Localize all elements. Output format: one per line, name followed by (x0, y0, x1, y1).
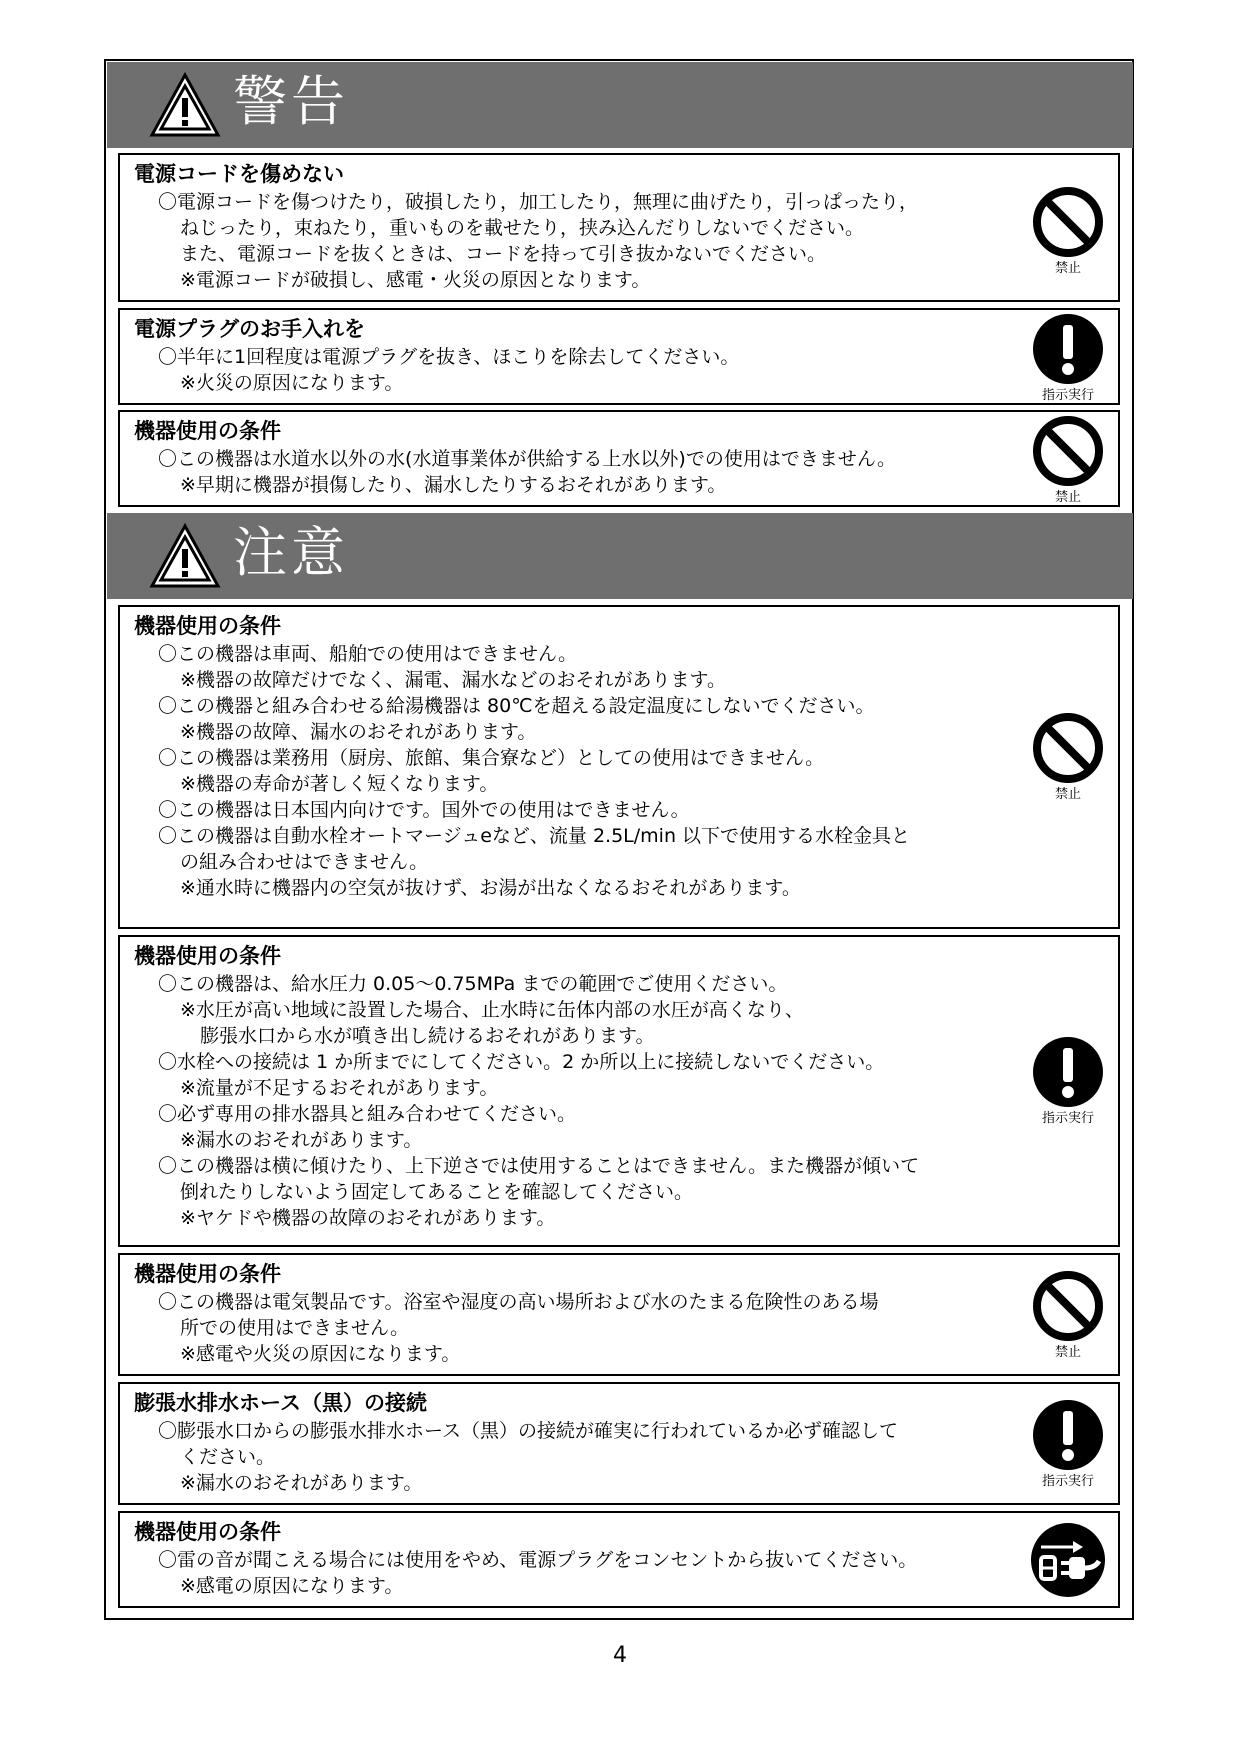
exclamation-icon (1031, 1035, 1105, 1109)
item-line: ※水圧が高い地域に設置した場合、止水時に缶体内部の水圧が高くなり、 (180, 999, 804, 1021)
instruction-label: 指示実行 (1041, 1474, 1094, 1489)
caution-item-water-pressure (118, 935, 1120, 1247)
item-line: 〇この機器は水道水以外の水(水道事業体が供給する上水以外)での使用はできません。 (158, 448, 896, 470)
instruction-sign (1028, 1398, 1108, 1490)
item-line: 〇必ず専用の排水器具と組み合わせてください。 (158, 1103, 577, 1125)
item-line: ※機器の寿命が著しく短くなります。 (180, 773, 499, 795)
item-line: ※火災の原因になります。 (180, 372, 404, 394)
caution-item-usage-conditions (118, 605, 1120, 929)
item-line: 〇膨張水口からの膨張水排水ホース（黒）の接続が確実に行われているか必ず確認して (158, 1420, 899, 1442)
item-line: 〇この機器は日本国内向けです。国外での使用はできません。 (158, 799, 690, 821)
item-heading: 機器使用の条件 (134, 419, 281, 443)
warning-item-power-cord (118, 153, 1120, 302)
prohibited-sign (1028, 414, 1108, 506)
item-line: 〇この機器と組み合わせる給湯機器は 80℃を超える設定温度にしないでください。 (158, 695, 875, 717)
item-line: ※流量が不足するおそれがあります。 (180, 1077, 499, 1099)
page-number: 4 (613, 1643, 627, 1668)
instruction-label: 指示実行 (1041, 1111, 1094, 1126)
item-line: ※通水時に機器内の空気が抜けず、お湯が出なくなるおそれがあります。 (180, 877, 801, 899)
item-line: ※感電や火災の原因になります。 (180, 1343, 461, 1365)
caution-banner (107, 513, 1133, 599)
item-line: 〇この機器は横に傾けたり、上下逆さでは使用することはできません。また機器が傾いて (158, 1155, 920, 1177)
item-line: 〇水栓への接続は 1 か所までにしてください。2 か所以上に接続しないでください。 (158, 1051, 885, 1073)
caution-title: 注意 (233, 521, 349, 584)
warning-banner (107, 62, 1133, 148)
item-line: ください。 (180, 1446, 276, 1468)
caution-item-electrical (118, 1253, 1120, 1376)
instruction-label: 指示実行 (1041, 388, 1094, 403)
prohibited-label: 禁止 (1054, 1345, 1081, 1360)
warning-triangle-icon (149, 72, 221, 138)
item-line: 〇この機器は業務用（厨房、旅館、集合寮など）としての使用はできません。 (158, 747, 825, 769)
prohibited-icon (1031, 185, 1105, 259)
item-line: 〇雷の音が聞こえる場合には使用をやめ、電源プラグをコンセントから抜いてください。 (158, 1549, 918, 1571)
item-line: 倒れたりしないよう固定してあることを確認してください。 (180, 1181, 694, 1203)
caution-item-lightning (118, 1511, 1120, 1608)
instruction-sign (1028, 1035, 1108, 1127)
item-heading: 電源プラグのお手入れを (134, 317, 365, 341)
item-line: 〇この機器は、給水圧力 0.05～0.75MPa までの範囲でご使用ください。 (158, 973, 788, 995)
item-line: 膨張水口から水が噴き出し続けるおそれがあります。 (200, 1025, 655, 1047)
item-heading: 膨張水排水ホース（黒）の接続 (134, 1391, 427, 1415)
item-line: ※機器の故障、漏水のおそれがあります。 (180, 721, 537, 743)
item-line: 〇この機器は自動水栓オートマージュeなど、流量 2.5L/min 以下で使用する水栓金具と (158, 825, 911, 847)
prohibited-sign (1028, 711, 1108, 803)
caution-triangle-icon (149, 523, 221, 589)
item-line: ※機器の故障だけでなく、漏電、漏水などのおそれがあります。 (180, 669, 727, 691)
safety-page-frame (104, 59, 1134, 1620)
exclamation-icon (1031, 1398, 1105, 1472)
prohibited-label: 禁止 (1054, 490, 1081, 505)
item-line: また、電源コードを抜くときは、コードを持って引き抜かないでください。 (180, 243, 827, 265)
prohibited-icon (1031, 711, 1105, 785)
item-line: の組み合わせはできません。 (180, 851, 429, 873)
item-line: ※漏水のおそれがあります。 (180, 1472, 423, 1494)
unplug-icon (1029, 1521, 1107, 1599)
item-line: 〇電源コードを傷つけたり，破損したり，加工したり，無理に曲げたり，引っぱったり， (158, 191, 919, 213)
prohibited-icon (1031, 414, 1105, 488)
item-line: 所での使用はできません。 (180, 1317, 410, 1339)
prohibited-sign (1028, 185, 1108, 277)
prohibited-icon (1031, 1269, 1105, 1343)
caution-item-drain-hose (118, 1382, 1120, 1505)
item-line: 〇この機器は電気製品です。浴室や湿度の高い場所および水のたまる危険性のある場 (158, 1291, 879, 1313)
item-line: ※電源コードが破損し、感電・火災の原因となります。 (180, 269, 651, 291)
item-heading: 機器使用の条件 (134, 614, 281, 638)
warning-item-water-source (118, 410, 1120, 507)
warning-item-plug-care (118, 308, 1120, 405)
instruction-sign (1028, 312, 1108, 404)
item-line: ※感電の原因になります。 (180, 1575, 404, 1597)
item-line: ※早期に機器が損傷したり、漏水したりするおそれがあります。 (180, 474, 727, 496)
warning-title: 警告 (233, 70, 349, 133)
item-heading: 機器使用の条件 (134, 1262, 281, 1286)
item-heading: 電源コードを傷めない (134, 162, 344, 186)
item-line: ※ヤケドや機器の故障のおそれがあります。 (180, 1207, 556, 1229)
unplug-sign (1028, 1521, 1108, 1599)
prohibited-label: 禁止 (1054, 787, 1081, 802)
exclamation-icon (1031, 312, 1105, 386)
item-line: ねじったり，束ねたり，重いものを載せたり，挟み込んだりしないでください。 (180, 217, 865, 239)
item-line: 〇この機器は車両、船舶での使用はできません。 (158, 643, 578, 665)
item-line: 〇半年に1回程度は電源プラグを抜き、ほこりを除去してください。 (158, 346, 740, 368)
item-heading: 機器使用の条件 (134, 1520, 281, 1544)
item-line: ※漏水のおそれがあります。 (180, 1129, 423, 1151)
item-heading: 機器使用の条件 (134, 944, 281, 968)
prohibited-sign (1028, 1269, 1108, 1361)
prohibited-label: 禁止 (1054, 261, 1081, 276)
